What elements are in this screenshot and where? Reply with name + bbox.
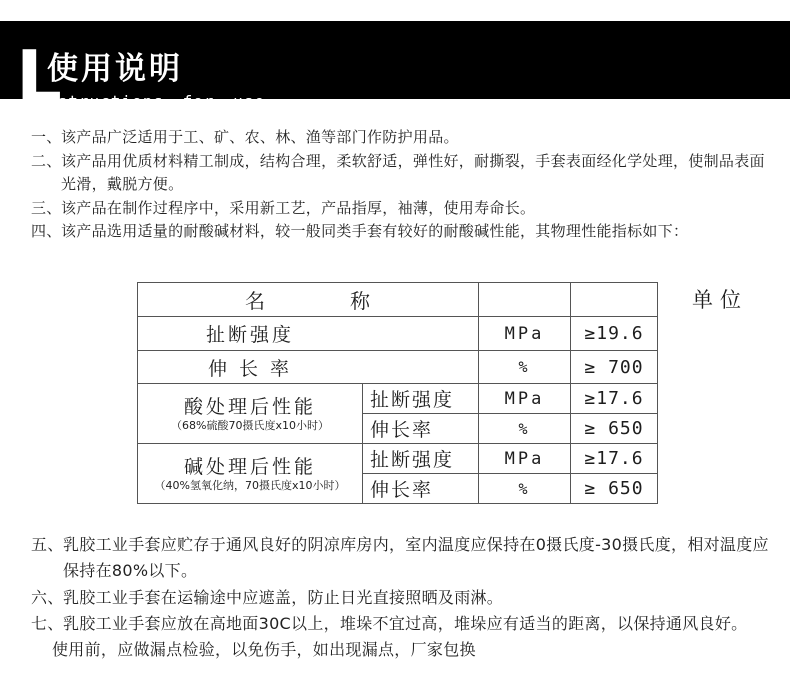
item-text: 该产品选用适量的耐酸碱材料，较一般同类手套有较好的耐酸碱性能，其物理性能指标如下： [61,222,689,240]
list-item [0,220,790,244]
item-number: 三、 [31,198,62,217]
list-item-continuation [0,637,790,663]
item-number: 五、 [31,535,64,554]
item-text: 光滑，戴脱方便。 [61,175,184,193]
value-cell: ≥ 650 [571,414,658,444]
group-name: 酸处理后性能 [183,396,316,418]
list-item [0,150,790,174]
item-text: 乳胶工业手套在运输途中应遮盖，防止日光直接照晒及雨淋。 [63,587,504,607]
item-number: 七、 [31,613,64,633]
banner-initial-letter: L [16,35,62,119]
table-row [138,317,658,351]
sub-property-cell: 扯断强度 [363,444,479,474]
item-text: 乳胶工业手套应放在高地面30C以上，堆垛不宜过高，堆垛应有适当的距离，以保持通风良好。 [63,613,748,633]
list-item [0,532,790,558]
item-number: 二、 [31,151,62,170]
list-item [0,611,790,637]
property-name-cell: 伸 长 率 [138,351,479,384]
unit-cell: MPa [479,384,571,414]
header-banner [0,21,790,119]
table-header-row [138,283,658,317]
group-condition: （40%氢氧化纳，70摄氏度x10小时） [154,479,346,492]
unit-cell: % [479,351,571,384]
list-item [0,126,790,150]
table-row [138,384,658,414]
table-header-unit-cell [479,283,571,317]
item-number: 六、 [31,587,64,607]
unit-cell: % [479,414,571,444]
group-name-cell [138,384,363,444]
unit-cell: % [479,474,571,504]
item-text: 乳胶工业手套应贮存于通风良好的阴凉库房内，室内温度应保持在0摄氏度-30摄氏度，相对温度应 [63,535,769,554]
group-name-cell [138,444,363,504]
storage-items [0,532,790,663]
item-text: 该产品在制作过程序中，采用新工艺，产品指厚，袖薄，使用寿命长。 [61,198,536,217]
table-row [138,351,658,384]
item-number: 四、 [31,222,62,240]
page-title: 使用说明 [47,51,183,87]
unit-cell: MPa [479,444,571,474]
group-name: 碱处理后性能 [183,456,316,478]
spec-table [137,282,658,504]
unit-cell: MPa [479,317,571,351]
property-name-cell: 扯断强度 [138,317,479,351]
value-cell: ≥17.6 [571,444,658,474]
list-item-continuation [0,558,790,584]
list-item [0,197,790,221]
list-item [0,585,790,611]
sub-property-cell: 伸长率 [363,414,479,444]
item-number: 一、 [31,128,62,146]
table-header-value-cell [571,283,658,317]
sub-property-cell: 伸长率 [363,474,479,504]
item-text: 使用前，应做漏点检验，以免伤手，如出现漏点，厂家包换 [52,640,476,660]
value-cell: ≥17.6 [571,384,658,414]
unit-note-label: 单位 [692,288,748,312]
value-cell: ≥ 650 [571,474,658,504]
table-header-name: 名 称 [138,283,479,317]
item-text: 该产品用优质材料精工制成，结构合理，柔软舒适，弹性好，耐撕裂，手套表面经化学处理，使制品表面 [61,151,765,170]
item-text: 保持在80%以下。 [63,561,198,581]
intro-items [0,126,790,244]
group-condition: （68%硫酸70摄氏度x10小时） [171,419,329,432]
table-row [138,444,658,474]
item-text: 该产品广泛适用于工、矿、农、林、渔等部门作防护用品。 [61,128,459,146]
value-cell: ≥ 700 [571,351,658,384]
sub-property-cell: 扯断强度 [363,384,479,414]
value-cell: ≥19.6 [571,317,658,351]
page-subtitle: nstructions for use [47,92,266,111]
list-item-continuation [0,173,790,197]
